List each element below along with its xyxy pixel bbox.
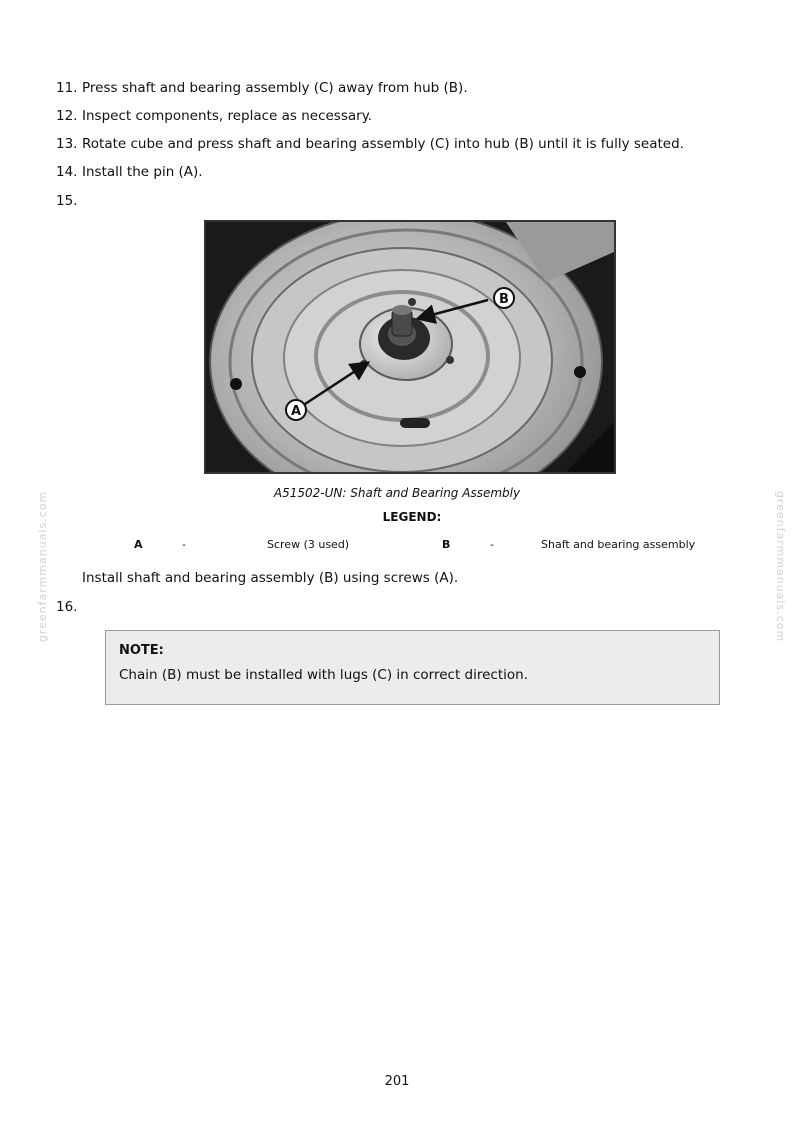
step-15 — [56, 192, 82, 210]
step-text: Install the pin (A). — [82, 164, 203, 180]
step-text: Press shaft and bearing assembly (C) away from hub (B). — [82, 80, 468, 96]
step-11 — [56, 79, 468, 97]
note-box — [105, 630, 720, 705]
step-number: 11. — [56, 80, 78, 96]
legend-key-b: B — [442, 538, 451, 551]
step-number: 13. — [56, 136, 78, 152]
legend-key-a: A — [134, 538, 143, 551]
shaft-bearing-photo — [204, 220, 616, 474]
watermark-left: greenfarmmanuals.com — [36, 490, 50, 643]
legend-title: LEGEND: — [382, 510, 442, 524]
watermark-right: greenfarmmanuals.com — [774, 490, 788, 643]
figure-caption: A51502-UN: Shaft and Bearing Assembly — [273, 486, 521, 500]
note-title: NOTE: — [119, 643, 164, 658]
callout-b-label: B — [499, 292, 509, 307]
step-number: 14. — [56, 164, 78, 180]
step-13 — [56, 135, 684, 153]
step-text: Inspect components, replace as necessary. — [82, 108, 373, 124]
legend-dash-a: - — [182, 538, 186, 551]
legend-desc-b: Shaft and bearing assembly — [541, 538, 696, 551]
step-number: 16. — [56, 599, 78, 615]
step-12 — [56, 107, 372, 125]
photo-illustration — [206, 222, 614, 472]
instruction-text: Install shaft and bearing assembly (B) using screws (A). — [82, 570, 459, 586]
step-number: 15. — [56, 193, 78, 209]
step-16 — [56, 598, 82, 616]
legend-desc-a: Screw (3 used) — [267, 538, 350, 551]
note-text: Chain (B) must be installed with lugs (C) in correct direction. — [119, 667, 529, 683]
step-text: Rotate cube and press shaft and bearing assembly (C) into hub (B) until it is fully seated. — [82, 136, 684, 152]
step-number: 12. — [56, 108, 78, 124]
page-number: 201 — [384, 1074, 410, 1089]
callout-a-label: A — [290, 404, 302, 419]
step-14 — [56, 163, 203, 181]
legend-dash-b: - — [490, 538, 494, 551]
